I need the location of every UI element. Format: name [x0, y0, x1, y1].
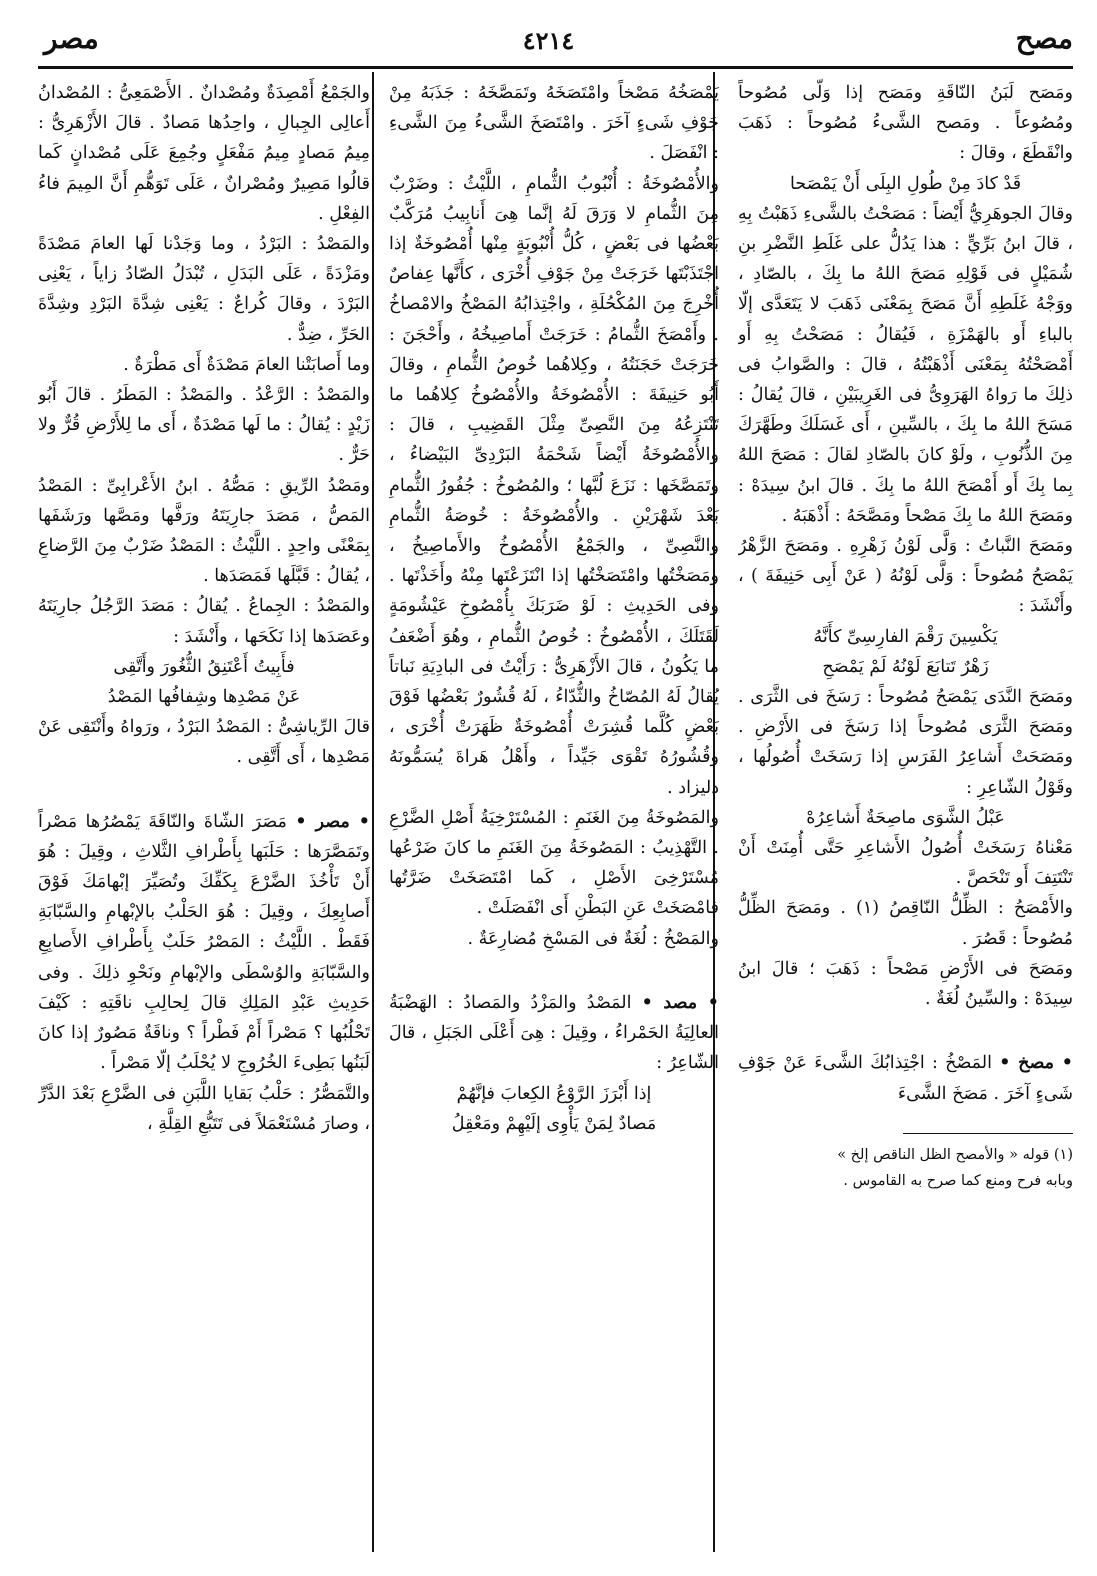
verse-second-hemistich: مَصادٌ لِمَنْ يَأْوِى إلَيْهِمْ ومَعْقِلُ — [451, 1113, 657, 1134]
entry-msd — [389, 988, 719, 1079]
column-middle — [389, 78, 719, 1548]
paragraph: ومَصَحَ النَّباتُ : وَلَّى لَوْنُ زَهْرِهِ . ومَصَحَ الزَّهْرُ يَمْصَحُ مُصُوحاً : وَلَّى لَوْنُهُ ( عَنْ أَبِى حَنِيفَةَ ) ، وأَنْشَدَ : — [738, 536, 1073, 617]
entry-headword: • مصر • — [295, 811, 370, 832]
entry-msr — [38, 807, 370, 1079]
verse-second-hemistich: زَهْرٌ تَتابَعَ لَوْنُهُ لَمْ يَمْصَحِ — [822, 656, 989, 677]
entry-text: المَصْدُ والمَزْدُ والمَصادُ : الهَضْبَةُ العالِيَةُ الحَمْراءُ ، وقِيلَ : هِىَ أَعْلَى الجَبَلِ ، قالَ الشّاعِرُ : — [389, 992, 719, 1074]
footnote: (١) قوله « والأمصح الظل الناقص إلخ » — [837, 1146, 1073, 1163]
paragraph: والتَّمَصُّرُ : حَلْبُ بَقايا اللَّبَنِ فى الضَّرْعِ بَعْدَ الدَّرِّ ، وصارَ مُسْتَعْمَلاً فى تَتَبُّعِ القِلَّةِ ، — [38, 1083, 370, 1134]
paragraph: والأُمْصُوخَةُ : أُنْبُوبُ الثُّمامِ ، اللَّيْثُ : وضَرْبٌ مِنَ الثُّمامِ لا وَرَقَ لَهُ إنَّما هِىَ أَنابِيبُ مُرَكَّبٌ بَعْضُها فى بَعْضٍ ، كُلُّ أُنْبُوبَةٍ مِنْها أُمْصُوخَةٌ إذا اجْتَذَبْتَها خَرَجَتْ مِنْ جَوْفِ أُخْرَى ، كأَنَّها عِفاصٌ أُخْرِجَ مِنَ المُكْحُلَةِ ، واجْتِذابُهُ المَصْخُ والامْصاخُ . وأَمْصَخَ الثُّمامُ : خَرَجَتْ أَماصِيخُهُ ، وأَحْجَنَ : خَرَجَتْ حَجَنَتُهُ ، وكِلاهُما خُوصُ الثُّمامِ ، وقالَ أَبُو حَنِيفَةَ : الأُمْصُوخَةُ والأُمْصُوخُ كِلاهُما ما تَنْتَزِعُهُ مِنَ النَّصِىِّ مِثْلَ القَضِيبِ ، قالَ : والأُمْصُوخَةُ أَيْضاً شَحْمَةُ البَرْدِىِّ البَيْضاءُ ، وتَمَصَّخَها : نَزَعَ لُبَّها ؛ والمُصُوخُ : جُفُورُ الثُّمامِ بَعْدَ شَهْرَيْنِ . والأُمْصُوخَةُ : خُوصَةُ الثُّمامِ والنَّصِىِّ ، والجَمْعُ الأُمْصُوخُ والأَماصِيخُ ، ومَصَخْتُها وامْتَصَخْتُها إذا انْتَزَعْتَها مِنْهُ وأَخَذْتَها . وفى الحَدِيثِ : لَوْ ضَرَبَكَ بِأُمْصُوخِ عَيْشُومَةٍ لَقَتَلَكَ ، الأُمْصُوخُ : خُوصُ الثُّمامِ ، وهُوَ أَضْعَفُ ما يَكُونُ ، قالَ الأَزْهَرِىُّ : رَأَيْتُ فى البادِيَةِ نَباتاً يُقالُ لَهُ المُصّاخُ والثُّدّاءُ ، لَهُ قُشُورٌ بَعْضُها فَوْقَ بَعْضٍ كُلَّما قُشِرَتْ أُمْصُوخَةٌ ظَهَرَتْ أُخْرَى ، وقُشُورُهُ تَقْوَى جَيِّداً ، وأَهْلُ هَراةَ يُسَمُّونَهُ دليزاد . — [389, 173, 719, 798]
paragraph: ومَصَح لَبَنُ النّاقَةِ ومَصَح إذا وَلّى مُصُوحاً ومُصُوعاً . ومَصح الشَّىءُ مُصُوحاً : ذَهَبَ وانْقَطَعَ ، وقالَ : — [738, 83, 1073, 164]
paragraph: ومَصَحَ فى الأَرْضِ مَصْحاً : ذَهَبَ ؛ قالَ ابنُ سِيدَهْ : والسِّينُ لُغَةٌ . — [738, 958, 1073, 1010]
paragraph: ومَصْدُ الرِّيقِ : مَصُّهُ . ابنُ الأَعْرابِىِّ : المَصْدُ المَصُّ ، مَصَدَ جارِيَتَهُ ورَفَّها ومَصَّها ورَشَفَها بِمَعْنًى واحِدٍ . اللَّيْثُ : المَصْدُ ضَرْبٌ مِنَ الرَّضاعِ ، يُقالُ : قَبَّلَها فَمَصَدَها . — [38, 475, 370, 587]
verse-first-hemistich: فأَبِيتُ أَعْتَنِقُ الثُّغُورَ وأَتَّقِى — [113, 656, 295, 677]
column-left — [38, 78, 370, 1548]
verse: عَبْلُ الشَّوَى ماصِحَةٌ أَشاعِرُهْ — [806, 807, 1005, 828]
entry-headword: • مصخ • — [999, 1053, 1073, 1074]
paragraph: والمَصُوخَةُ مِنَ الغَنَمِ : المُسْتَرْخِيَةُ أَصْلِ الضَّرْعِ . التَّهْذِيبُ : المَصُوخَةُ مِنَ الغَنَمِ ما كانَ ضَرْعُها مُسْتَرْخِىَ الأَصْلِ ، كَما امْتَصَخَتْ ضَرَّتُها فامْصَخَتْ عَنِ البَطْنِ أَى انْفَصَلَتْ . — [389, 807, 719, 919]
entry-mskh — [738, 1048, 1073, 1108]
verse-second-hemistich: عَنْ مَصْدِها وشِفافُها المَصْدُ — [107, 687, 301, 708]
entry-headword: • مصد • — [641, 992, 719, 1013]
paragraph: والمَصْدُ : الرَّعْدُ . والمَصْدُ : المَطَرُ . قالَ أَبُو زَيْدٍ : يُقالُ : ما لَها مَصْدَةٌ ، أَى ما لِلأَرْضِ قُرٌّ ولا حَرٌّ . — [38, 385, 370, 466]
paragraph: وما أَصابَتْنا العامَ مَصْدَةٌ أَى مَطْرَةٌ . — [123, 354, 370, 375]
footnote: وبابه فرح ومنع كما صرح به القاموس . — [843, 1172, 1073, 1189]
paragraph: وقالَ الجوهَرِيُّ أَيْضاً : مَصَحْتُ بالشَّىءِ ذَهَبْتُ بِهِ ، قالَ ابنُ بَرِّيٍّ : هذا يَدُلُّ على غَلَطِ النَّضْرِ بنِ شُمَيْلٍ فى قَوْلِهِ مَصَحَ اللهُ ما بِكَ ، بالصّادِ ، ووَجْهُ غَلَطِهِ أَنَّ مَصَحَ بِمَعْنَى ذَهَبَ لا يَتَعَدَّى إلّا بالباءِ أَو بالهَمْزَةِ ، فَيُقالُ : مَصَحْتُ بِهِ أَو أَمْصَحْتُهُ بِمَعْنَى أَذْهَبْتُهُ ، قالَ : والصَّوابُ فى ذلِكَ ما رَواهُ الهَرَوِىُّ فى الغَرِيبَيْنِ ، قالَ يُقالُ : مَسَحَ اللهُ ما بِكَ ، بالسِّينِ ، أَى غَسَلَكَ وطَهَّرَكَ مِنَ الذُّنُوبِ ، ولَوْ كانَ بالصّادِ لقالَ : مَصَحَ اللهُ بِما بِكَ أَو أَمْصَحَ اللهُ ما بِكَ . قالَ ابنُ سِيدَهْ : ومَصَحَ اللهُ ما بِكَ مَصْحاً ومَصَّحَهُ : أَذْهَبَهُ . — [738, 203, 1073, 526]
entry-text: المَصْخُ : اجْتِذابُكَ الشَّىءَ عَنْ جَوْفِ شَىءٍ آخَرَ . مَصَخَ الشَّىءَ — [738, 1053, 1073, 1104]
paragraph: والجَمْعُ أَمْصِدَةٌ ومُصْدانٌ . الأَصْمَعِىُّ : المُصْدانُ أَعالِى الجِبالِ ، واحِدُها مَصادٌ . قالَ الأَزْهَرِىُّ : مِيمُ مَصادٍ مِيمُ مَفْعَلٍ وجُمِعَ عَلَى مُصْدانٍ كَما قالُوا مَصِيرٌ ومُصْرانٌ ، عَلَى تَوَهُّمِ أَنَّ المِيمَ فاءُ الفِعْلِ . — [38, 83, 370, 224]
paragraph: والمَصْدُ : البَرْدُ ، وما وَجَدْنا لَها العامَ مَصْدَةً ومَزْدَةً ، عَلَى البَدَلِ ، تُبْدَلُ الصّادُ زاياً ، يَعْنِى البَرْدَ ، وقالَ كُراعٌ : يَعْنِى شِدَّةَ البَرْدِ وشِدَّةَ الحَرِّ ، ضِدٌّ . — [38, 234, 370, 345]
running-head-right: مصح — [1015, 22, 1073, 55]
paragraph: والأَمْصَحُ : الظِّلُّ النّاقِصُ (١) . ومَصَحَ الظِّلُّ مُصُوحاً : قَصُرَ . — [738, 898, 1073, 949]
footnote-rule — [903, 1133, 1073, 1134]
paragraph: يَمْصَخُهُ مَصْخاً وامْتَصَخَهُ وتَمَصَّخَهُ : جَذَبَهُ مِنْ جَوْفِ شَىءٍ آخَرَ . وامْتَصَخَ الشَّىءُ مِنَ الشَّىءِ : انْفَصَلَ . — [389, 83, 719, 164]
paragraph: والمَصْدُ : الجِماعُ . يُقالُ : مَصَدَ الرَّجُلُ جارِيَتَهُ وعَصَدَها إذا نَكَحَها ، وأَنْشَدَ : — [38, 596, 370, 647]
paragraph: ومَصَحَ النَّدَى يَمْصَحُ مُصُوحاً : رَسَخَ فى الثَّرَى . ومَصَحَ الثَّرَى مُصُوحاً إذا رَسَخَ فى الأَرْضِ . ومَصَحَتْ أَشاعِرُ الفَرَسِ إذا رَسَخَتْ أُصُولُها ، وقَوْلُ الشّاعِرِ : — [738, 687, 1073, 798]
paragraph: والمَصْخُ : لُغَةٌ فى المَسْخِ مُضارِعَةٌ . — [467, 928, 719, 949]
entry-text: مَصَرَ الشّاةَ والنّاقَةَ يَمْصُرُها مَصْراً وتَمَصَّرَها : حَلَبَها بِأَطْرافِ الثَّلاثِ ، وقِيلَ : هُوَ أَنْ تَأْخُذَ الضَّرْعَ بِكَفِّكَ وتُصَيِّرَ إبْهامَكَ فَوْقَ أَصابِعِكَ ، وقِيلَ : هُوَ الحَلْبُ بالإبْهامِ والسَّبّابَةِ فَقَطْ . اللَّيْثُ : المَصْرُ حَلَبٌ بِأَطْرافِ الأَصابِعِ والسَّبّابَةِ والوُسْطَى والإبْهامِ ونَحْوِ ذلِكَ . وفى حَدِيثِ عَبْدِ المَلِكِ قالَ لِحالِبِ ناقَتِهِ : كَيْفَ تَحْلُبُها ؟ مَصْراً أَمْ فَطْراً ؟ وناقَةٌ مَصُورٌ إذا كانَ لَبَنُها بَطِىءَ الخُرُوجِ لا يُحْلَبُ إلّا مَصْراً . — [38, 811, 370, 1074]
paragraph: مَعْناهُ رَسَخَتْ أُصُولُ الأَشاعِرِ حَتَّى أُمِنَتْ أَنْ تَنْتَتِفَ أَو تَنْحَصَّ . — [738, 838, 1073, 889]
verse: قَدْ كادَ مِنْ طُولِ البِلَى أَنْ يَمْصَحا — [789, 173, 1022, 194]
column-divider-left — [372, 72, 374, 1552]
header-rule — [38, 66, 1073, 69]
paragraph: قالَ الرِّياشِىُّ : المَصْدُ البَرْدُ ، ورَواهُ وأَنْتَقِى عَنْ مَصْدِها ، أَى أَتَّقِى . — [38, 717, 370, 768]
running-head-left: مصر — [44, 22, 99, 55]
page-number: ٤٢١٤ — [522, 26, 575, 55]
column-right — [738, 78, 1073, 1548]
verse-first-hemistich: يَكْسِينَ رَقْمَ الفارِسِىِّ كأَنَّهُ — [813, 626, 998, 647]
verse-first-hemistich: إذا أَبْرَزَ الرَّوْعُ الكِعابَ فإنَّهُمْ — [456, 1083, 652, 1104]
